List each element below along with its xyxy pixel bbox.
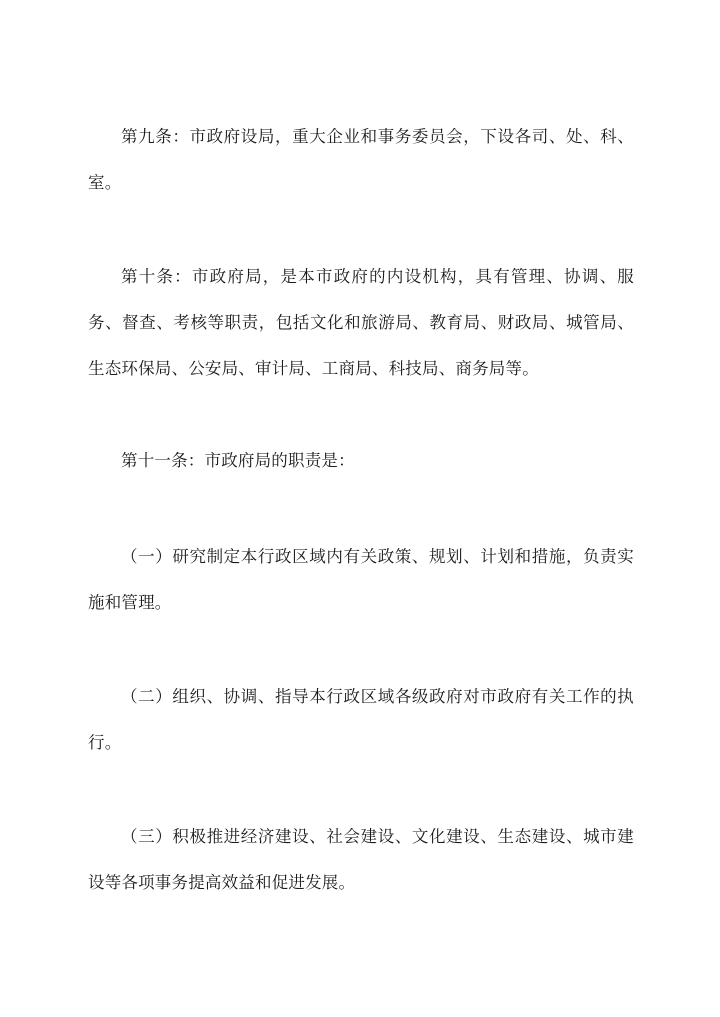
duty-item-3: （三）积极推进经济建设、社会建设、文化建设、生态建设、城市建设等各项事务提高效益和促进发展。 xyxy=(88,827,634,892)
article-10-paragraph: 第十条：市政府局，是本市政府的内设机构，具有管理、协调、服务、督查、考核等职责，包括文化和旅游局、教育局、财政局、城管局、生态环保局、公安局、审计局、工商局、科技局、商务局等。 xyxy=(88,267,634,378)
duty-item-2: （二）组织、协调、指导本行政区域各级政府对市政府有关工作的执行。 xyxy=(88,687,634,752)
article-11-heading: 第十一条：市政府局的职责是： xyxy=(121,451,355,470)
article-9-paragraph: 第九条：市政府设局，重大企业和事务委员会，下设各司、处、科、室。 xyxy=(88,127,634,192)
duty-item-1: （一）研究制定本行政区域内有关政策、规划、计划和措施，负责实施和管理。 xyxy=(88,547,634,612)
